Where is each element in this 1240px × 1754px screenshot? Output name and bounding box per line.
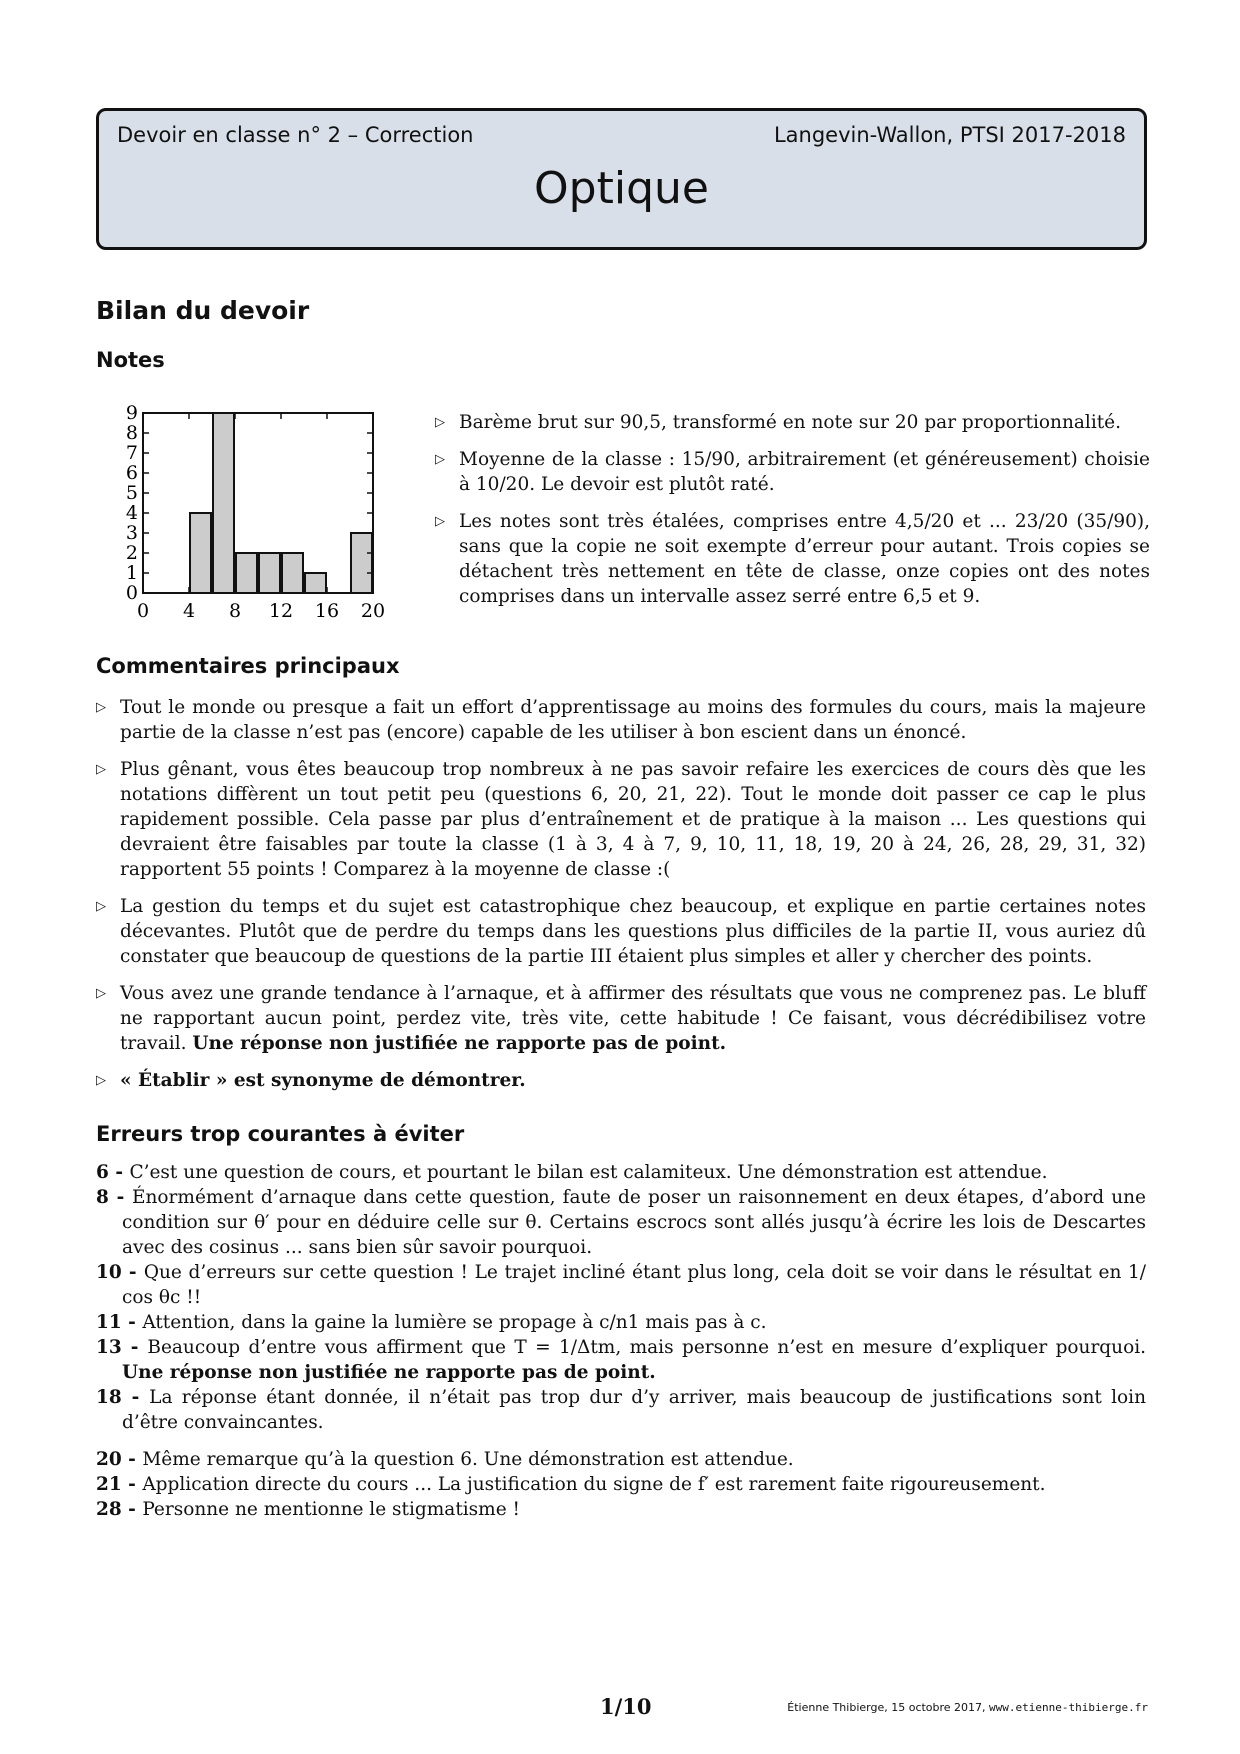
bullet-text: Vous avez une grande tendance à l’arnaque, et à affirmer des résultats que vous ne comprenez pas. Le bluff ne rapportant aucun point, perdez vite, très vite, cette habitude ! Ce faisant, vous décrédibilisez votre travail. xyxy=(120,983,1146,1054)
website-link[interactable]: www.etienne-thibierge.fr xyxy=(989,1701,1148,1714)
error-text: Énormément d’arnaque dans cette question, faute de poser un raisonnement en deux étapes, d’abord une condition sur θ′ pour en déduire celle sur θ. Certains escrocs sont allés jusqu’à écrire les lois de Descartes avec des cosinus ... sans bien sûr savoir pourquoi. xyxy=(122,1187,1146,1258)
question-number: 6 - xyxy=(96,1162,130,1183)
error-text: Personne ne mentionne le stigmatisme ! xyxy=(142,1499,520,1520)
comment-bullet xyxy=(96,894,1146,969)
error-item xyxy=(96,1310,1146,1335)
error-item xyxy=(96,1160,1146,1185)
triangle-bullet-icon: ▷ xyxy=(96,762,106,777)
question-number: 10 - xyxy=(96,1262,144,1283)
document-subtitle: Devoir en classe n° 2 – Correction xyxy=(117,123,474,147)
question-number: 8 - xyxy=(96,1187,132,1208)
error-text: C’est une question de cours, et pourtant le bilan est calamiteux. Une démonstration est attendue. xyxy=(129,1162,1048,1183)
triangle-bullet-icon: ▷ xyxy=(96,899,106,914)
page-title: Optique xyxy=(534,163,709,214)
error-item xyxy=(96,1335,1146,1385)
triangle-bullet-icon: ▷ xyxy=(435,514,445,529)
comment-bullet xyxy=(96,981,1146,1056)
notes-bullet xyxy=(435,447,1150,497)
header-box xyxy=(96,108,1147,250)
notes-heading: Notes xyxy=(96,348,165,372)
y-tick-label: 0 xyxy=(125,582,138,604)
school-year: Langevin-Wallon, PTSI 2017-2018 xyxy=(773,123,1126,147)
y-tick-label: 7 xyxy=(125,442,138,464)
bullet-text: Tout le monde ou presque a fait un effort d’apprentissage au moins des formules du cours, mais la majeure partie de la classe n’est pas (encore) capable de les utiliser à bon escient dans un énoncé. xyxy=(120,697,1146,743)
question-number: 28 - xyxy=(96,1499,143,1520)
section-title: Bilan du devoir xyxy=(96,296,310,325)
bullet-text: Moyenne de la classe : 15/90, arbitrairement (et généreusement) choisie à 10/20. Le devoir est plutôt raté. xyxy=(459,449,1150,495)
comments-heading: Commentaires principaux xyxy=(96,654,400,678)
question-number: 11 - xyxy=(96,1312,143,1333)
question-number: 20 - xyxy=(96,1449,143,1470)
x-tick-label: 16 xyxy=(314,600,340,622)
y-tick-label: 2 xyxy=(125,542,138,564)
notes-bullet xyxy=(435,410,1150,435)
error-item xyxy=(96,1497,1146,1522)
histogram-bar xyxy=(190,513,211,593)
errors-list xyxy=(96,1160,1146,1522)
error-emphasis: Une réponse non justifiée ne rapporte pas de point. xyxy=(122,1362,656,1383)
triangle-bullet-icon: ▷ xyxy=(435,452,445,467)
triangle-bullet-icon: ▷ xyxy=(96,1073,106,1088)
comments-bullet-list xyxy=(96,695,1146,1105)
author-date: Étienne Thibierge, 15 octobre 2017, xyxy=(787,1701,990,1714)
x-tick-label: 8 xyxy=(228,600,242,622)
triangle-bullet-icon: ▷ xyxy=(96,700,106,715)
bullet-emphasis: « Établir » est synonyme de démontrer. xyxy=(120,1070,526,1091)
y-tick-label: 5 xyxy=(125,482,138,504)
errors-heading: Erreurs trop courantes à éviter xyxy=(96,1122,465,1146)
error-item xyxy=(96,1385,1146,1435)
error-text: Même remarque qu’à la question 6. Une démonstration est attendue. xyxy=(142,1449,794,1470)
grades-histogram xyxy=(110,400,410,630)
bullet-text: Les notes sont très étalées, comprises entre 4,5/20 et ... 23/20 (35/90), sans que la copie ne soit exempte d’erreur pour autant. Trois copies se détachent très nettement en tête de classe, onze copies ont des notes comprises dans un intervalle assez serré entre 6,5 et 9. xyxy=(459,511,1150,607)
error-text: Beaucoup d’entre vous affirment que T = 1/Δtm, mais personne n’est en mesure d’expliquer pourquoi. xyxy=(147,1337,1146,1358)
y-tick-label: 6 xyxy=(125,462,138,484)
histogram-bar xyxy=(351,533,372,593)
question-number: 13 - xyxy=(96,1337,148,1358)
error-text: La réponse étant donnée, il n’était pas trop dur d’y arriver, mais beaucoup de justifications sont loin d’être convaincantes. xyxy=(122,1387,1147,1433)
triangle-bullet-icon: ▷ xyxy=(435,415,445,430)
question-number: 21 - xyxy=(96,1474,143,1495)
histogram-bar xyxy=(305,573,326,593)
notes-bullet-list xyxy=(435,410,1150,621)
notes-bullet xyxy=(435,509,1150,609)
x-tick-label: 0 xyxy=(136,600,150,622)
error-text: Que d’erreurs sur cette question ! Le trajet incliné étant plus long, cela doit se voir dans le résultat en 1/ cos θc !! xyxy=(122,1262,1146,1308)
y-tick-label: 4 xyxy=(125,502,138,524)
histogram-bar xyxy=(282,553,303,593)
bullet-text: La gestion du temps et du sujet est catastrophique chez beaucoup, et explique en partie certaines notes décevantes. Plutôt que de perdre du temps dans les questions plus difficiles de la partie II, vous auriez dû constater que beaucoup de questions de la partie III étaient plus simples et aller y chercher des points. xyxy=(120,896,1146,967)
triangle-bullet-icon: ▷ xyxy=(96,986,106,1001)
page-number: 1/10 xyxy=(600,1694,652,1719)
histogram-bar xyxy=(236,553,257,593)
error-item xyxy=(96,1260,1146,1310)
bullet-text: Plus gênant, vous êtes beaucoup trop nombreux à ne pas savoir refaire les exercices de cours dès que les notations diffèrent un tout petit peu (questions 6, 20, 21, 22). Tout le monde doit passer ce cap le plus rapidement possible. Cela passe par plus d’entraînement et de pratique à la maison ... Les questions qui devraient être faisables par toute la classe (1 à 3, 4 à 7, 9, 10, 11, 18, 19, 20 à 24, 26, 28, 29, 31, 32) rapportent 55 points ! Comparez à la moyenne de classe :( xyxy=(120,759,1146,880)
bullet-emphasis: Une réponse non justifiée ne rapporte pas de point. xyxy=(192,1033,727,1054)
histogram-bar xyxy=(213,413,234,593)
bullet-text: Barème brut sur 90,5, transformé en note sur 20 par proportionnalité. xyxy=(459,412,1122,433)
y-tick-label: 8 xyxy=(125,422,138,444)
histogram-bar xyxy=(259,553,280,593)
error-text: Application directe du cours ... La justification du signe de f′ est rarement faite rigoureusement. xyxy=(142,1474,1046,1495)
comment-bullet xyxy=(96,695,1146,745)
comment-bullet xyxy=(96,1068,1146,1093)
x-tick-label: 12 xyxy=(268,600,294,622)
y-tick-label: 1 xyxy=(125,562,138,584)
y-tick-label: 9 xyxy=(125,402,138,424)
error-item xyxy=(96,1472,1146,1497)
x-tick-label: 20 xyxy=(360,600,386,622)
question-number: 18 - xyxy=(96,1387,150,1408)
y-tick-label: 3 xyxy=(125,522,138,544)
error-item xyxy=(96,1185,1146,1260)
x-tick-label: 4 xyxy=(182,600,196,622)
comment-bullet xyxy=(96,757,1146,882)
error-text: Attention, dans la gaine la lumière se propage à c/n1 mais pas à c. xyxy=(142,1312,767,1333)
footer-credit xyxy=(787,1701,1148,1714)
error-item xyxy=(96,1447,1146,1472)
